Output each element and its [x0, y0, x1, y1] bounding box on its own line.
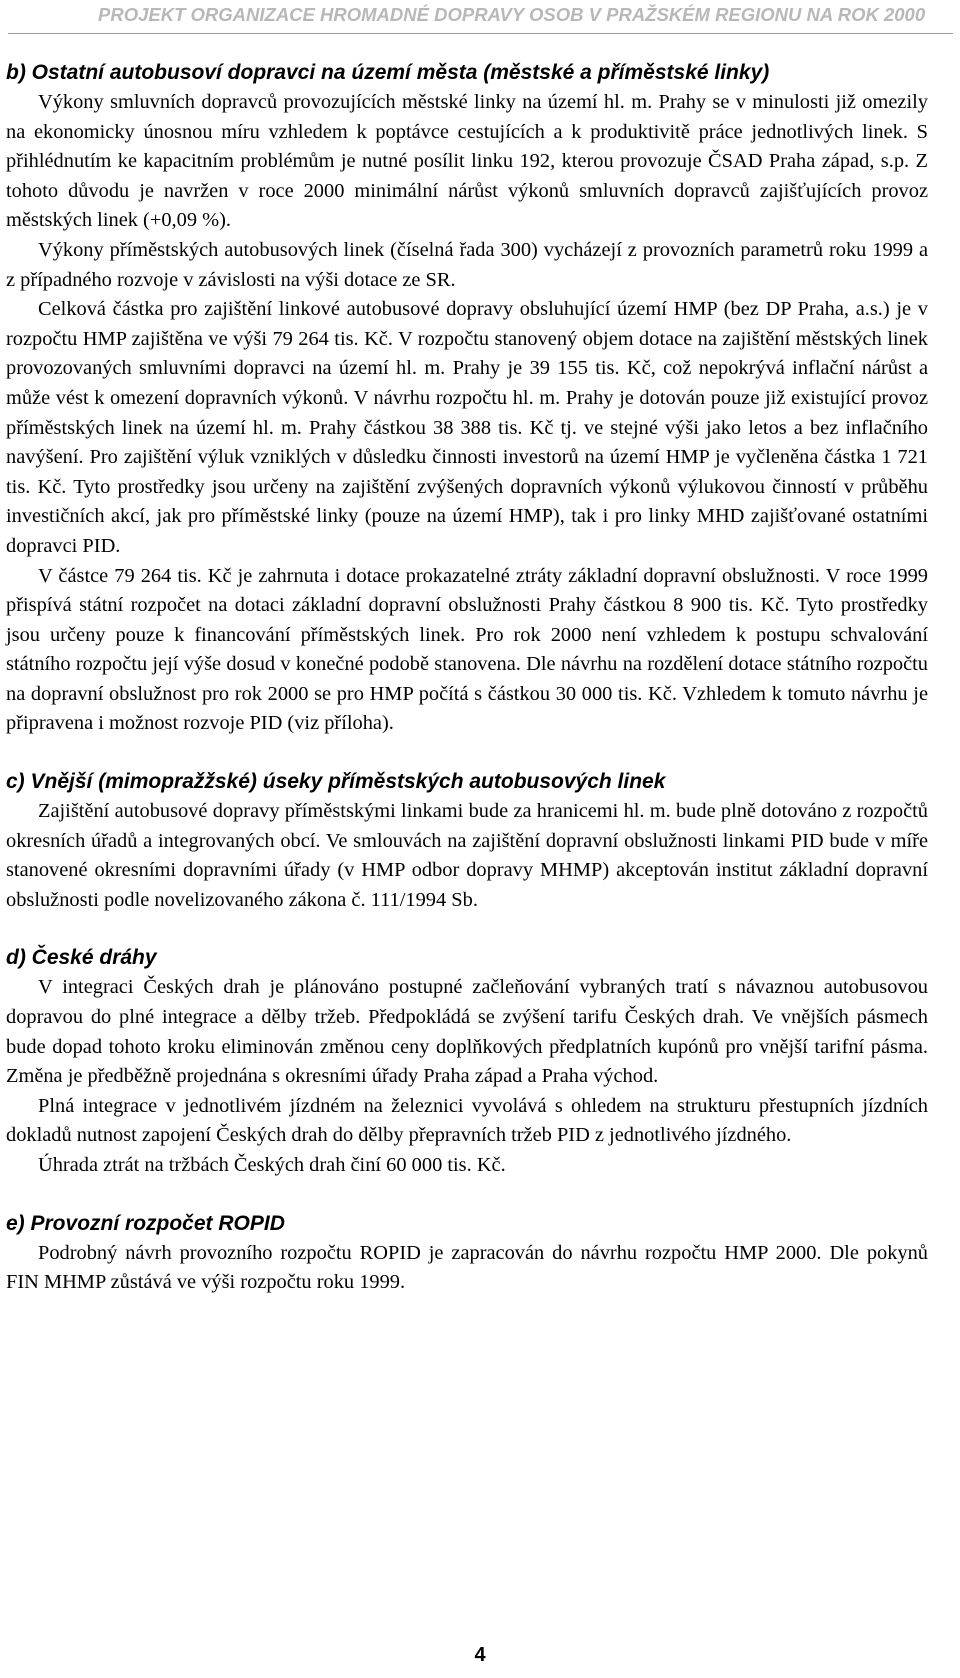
paragraph: Výkony příměstských autobusových linek (číselná řada 300) vycházejí z provozních parametrů roku 1999 a z případného rozvoje v závislosti na výši dotace ze SR.: [6, 238, 928, 291]
section-d: [6, 943, 928, 1180]
section-heading: b) Ostatní autobusoví dopravci na území města (městské a příměstské linky): [6, 61, 770, 84]
section-heading: c) Vnější (mimopražžské) úseky příměstských autobusových linek: [6, 770, 666, 794]
paragraph: V integraci Českých drah je plánováno postupné začleňování vybraných tratí s návaznou autobusovou dopravou do plné integrace a dělby tržeb. Předpokládá se zvýšení tarifu Českých drah. Ve vnějších pásmech bude dopad tohoto kroku eliminován změnou ceny doplňkových předplatních kupónů pro vnější tarifní pásma. Změna je předběžně projednána s okresními úřady Praha západ a Praha východ.: [6, 976, 928, 1088]
section-heading: e) Provozní rozpočet ROPID: [6, 1211, 285, 1235]
section-e: [6, 1209, 928, 1298]
paragraph: Zajištění autobusové dopravy příměstskými linkami bude za hranicemi hl. m. bude plně dotováno z rozpočtů okresních úřadů a integrovaných obcí. Ve smlouvách na zajištění dopravní obslužnosti linkami PID bude v míře stanovené okresními dopravními úřady (v HMP odbor dopravy MHMP) akceptován institut základní dopravní obslužnosti podle novelizovaného zákona č. 111/1994 Sb.: [6, 800, 928, 911]
paragraph: Celková částka pro zajištění linkové autobusové dopravy obsluhující území HMP (bez DP Praha, a.s.) je v rozpočtu HMP zajištěna ve výši 79 264 tis. Kč. V rozpočtu stanovený objem dotace na zajištění městských linek provozovaných smluvními dopravci na území hl. m. Prahy je 39 155 tis. Kč, což nepokrývá inflační nárůst a může vést k omezení dopravních výkonů. V návrhu rozpočtu hl. m. Prahy je dotován pouze již existující provoz příměstských linek na území hl. m. Prahy částkou 38 388 tis. Kč tj. ve stejné výši jako letos a bez inflačního navýšení. Pro zajištění výluk vzniklých v důsledku činnosti investorů na území HMP je vyčleněna částka 1 721 tis. Kč. Tyto prostředky jsou určeny na zajištění zvýšených dopravních výkonů výlukovou činností v průběhu investičních akcí, jak pro příměstské linky (pouze na území HMP), tak i pro linky MHD zajišťované ostatními dopravci PID.: [6, 298, 928, 557]
running-header-title: PROJEKT ORGANIZACE HROMADNÉ DOPRAVY OSOB V PRAŽSKÉM REGIONU NA ROK 2000: [98, 4, 926, 25]
paragraph: V částce 79 264 tis. Kč je zahrnuta i dotace prokazatelné ztráty základní dopravní obslužnosti. V roce 1999 přispívá státní rozpočet na dotaci základní dopravní obslužnosti Prahy částkou 8 900 tis. Kč. Tyto prostředky jsou určeny pouze k financování příměstských linek. Pro rok 2000 není vzhledem k postupu schvalování státního rozpočtu její výše dosud v konečné podobě stanovena. Dle návrhu na rozdělení dotace státního rozpočtu na dopravní obslužnost pro rok 2000 se pro HMP počítá s částkou 30 000 tis. Kč. Vzhledem k tomuto návrhu je připravena i možnost rozvoje PID (viz příloha).: [6, 564, 928, 735]
section-c: [6, 767, 928, 915]
document-body: [6, 58, 928, 1298]
section-spacer: [6, 915, 928, 943]
paragraph: Úhrada ztrát na tržbách Českých drah činí 60 000 tis. Kč.: [38, 1154, 506, 1176]
header-divider: [8, 33, 953, 34]
page-number: 4: [474, 1644, 486, 1666]
paragraph: Výkony smluvních dopravců provozujících městské linky na území hl. m. Prahy se v minulosti již omezily na ekonomicky únosnou míru vzhledem k poptávce cestujících a k produktivitě práce jednotlivých linek. S přihlédnutím ke kapacitním problémům je nutné posílit linku 192, kterou provozuje ČSAD Praha západ, s.p. Z tohoto důvodu je navržen v roce 2000 minimální nárůst výkonů smluvních dopravců zajišťujících provoz městských linek (+0,09 %).: [6, 91, 928, 232]
section-heading: d) České dráhy: [6, 946, 157, 970]
paragraph: Plná integrace v jednotlivém jízdném na železnici vyvolává s ohledem na strukturu přestupních jízdních dokladů nutnost zapojení Českých drah do dělby přepravních tržeb PID z jednotlivého jízdného.: [6, 1094, 928, 1147]
section-b: [6, 58, 928, 739]
paragraph: Podrobný návrh provozního rozpočtu ROPID je zapracován do návrhu rozpočtu HMP 2000. Dle pokynů FIN MHMP zůstává ve výši rozpočtu roku 1999.: [6, 1241, 928, 1294]
section-spacer: [6, 1181, 928, 1209]
section-spacer: [6, 739, 928, 767]
running-header: [0, 0, 960, 34]
